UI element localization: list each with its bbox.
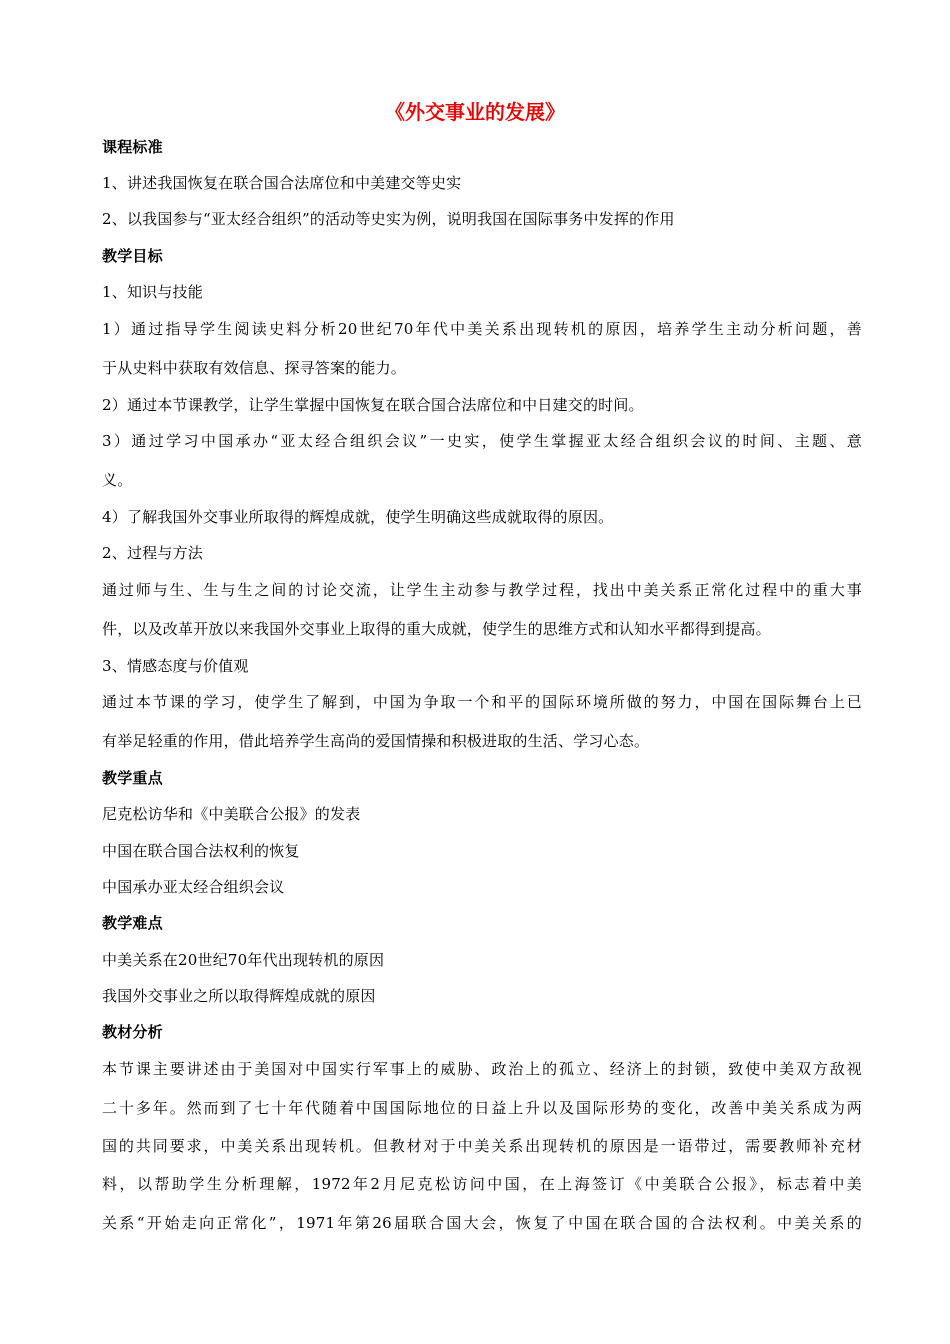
paragraph-line: 本节课主要讲述由于美国对中国实行军事上的威胁、政治上的孤立、经济上的封锁，致使中美双方敌视	[102, 1060, 862, 1078]
paragraph-line: 有举足轻重的作用，借此培养学生高尚的爱国情操和积极进取的生活、学习心态。	[102, 732, 650, 750]
paragraph-line: 我国外交事业之所以取得辉煌成就的原因	[102, 987, 376, 1005]
paragraph-line: 1、讲述我国恢复在联合国合法席位和中美建交等史实	[102, 174, 462, 192]
section-heading: 教学重点	[102, 769, 163, 787]
section-heading: 教学难点	[102, 914, 163, 932]
paragraph-line: 4）了解我国外交事业所取得的辉煌成就，使学生明确这些成就取得的原因。	[102, 508, 614, 526]
paragraph-line: 尼克松访华和《中美联合公报》的发表	[102, 805, 361, 823]
paragraph-line: 2、以我国参与“亚太经合组织”的活动等史实为例，说明我国在国际事务中发挥的作用	[102, 210, 675, 228]
paragraph-line: 义。	[102, 471, 133, 489]
section-heading: 教学目标	[102, 247, 163, 265]
paragraph-line: 通过师与生、生与生之间的讨论交流，让学生主动参与教学过程，找出中美关系正常化过程中的重大事	[102, 581, 862, 599]
paragraph-line: 3）通过学习中国承办“亚太经合组织会议”一史实，使学生掌握亚太经合组织会议的时间、主题、意	[102, 432, 862, 450]
paragraph-line: 中美关系在20世纪70年代出现转机的原因	[102, 951, 385, 969]
paragraph-line: 2）通过本节课教学，让学生掌握中国恢复在联合国合法席位和中日建交的时间。	[102, 396, 644, 414]
paragraph-line: 1、知识与技能	[102, 283, 203, 301]
paragraph-line: 二十多年。然而到了七十年代随着中国国际地位的日益上升以及国际形势的变化，改善中美关系成为两	[102, 1099, 862, 1117]
paragraph-line: 料，以帮助学生分析理解，1972年2月尼克松访问中国，在上海签订《中美联合公报》，标志着中美	[102, 1175, 862, 1193]
paragraph-line: 通过本节课的学习，使学生了解到，中国为争取一个和平的国际环境所做的努力，中国在国际舞台上已	[102, 693, 862, 711]
paragraph-line: 关系“开始走向正常化”，1971年第26届联合国大会，恢复了中国在联合国的合法权利。中美关系的	[102, 1214, 862, 1232]
paragraph-line: 于从史料中获取有效信息、探寻答案的能力。	[102, 359, 407, 377]
paragraph-line: 中国承办亚太经合组织会议	[102, 878, 285, 896]
paragraph-line: 1）通过指导学生阅读史料分析20世纪70年代中美关系出现转机的原因，培养学生主动分析问题，善	[102, 320, 862, 338]
paragraph-line: 2、过程与方法	[102, 544, 203, 562]
section-heading: 教材分析	[102, 1023, 163, 1041]
document-title: 《外交事业的发展》	[385, 100, 565, 124]
paragraph-line: 件，以及改革开放以来我国外交事业上取得的重大成就，使学生的思维方式和认知水平都得到提高。	[102, 620, 771, 638]
paragraph-line: 国的共同要求，中美关系出现转机。但教材对于中美关系出现转机的原因是一语带过，需要教师补充材	[102, 1137, 862, 1155]
paragraph-line: 3、情感态度与价值观	[102, 657, 249, 675]
paragraph-line: 中国在联合国合法权利的恢复	[102, 842, 300, 860]
section-heading: 课程标准	[102, 138, 163, 156]
